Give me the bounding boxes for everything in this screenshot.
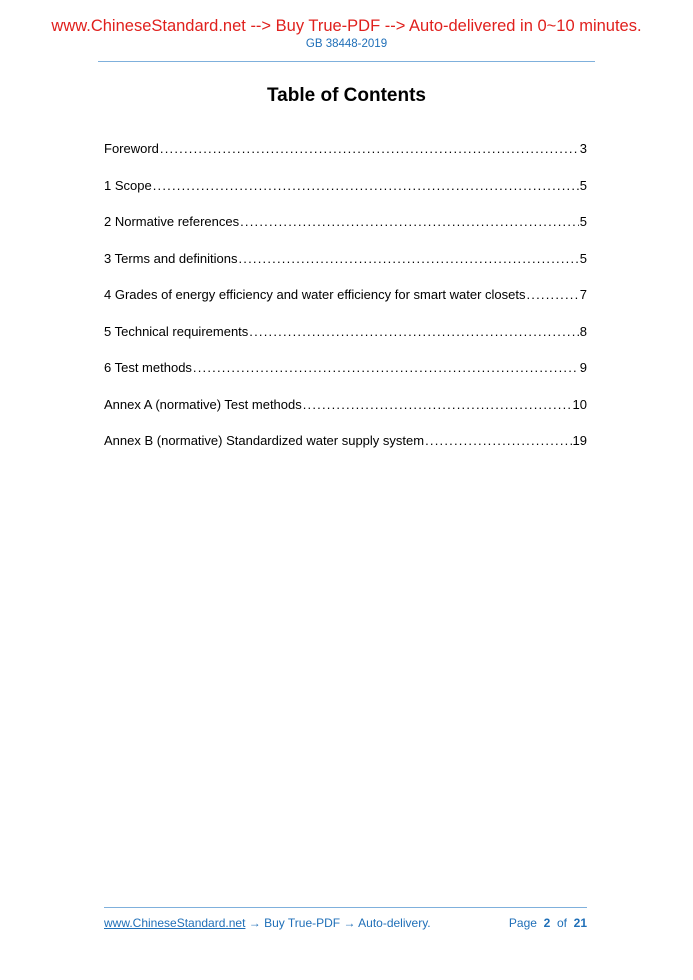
toc-dot-leader — [238, 251, 578, 266]
footer-buy-text: Buy True-PDF — [264, 916, 341, 930]
toc-dot-leader — [153, 178, 579, 193]
toc-entry-label: 2 Normative references — [104, 214, 240, 229]
toc-entry-page: 9 — [579, 360, 587, 375]
toc-entry-page: 5 — [579, 250, 587, 266]
toc-entry-page: 10 — [572, 396, 587, 412]
toc-dot-leader — [240, 214, 579, 229]
toc-dot-leader — [193, 360, 579, 375]
toc-entry-page: 7 — [579, 287, 587, 302]
toc-entry-label: 6 Test methods — [104, 360, 192, 375]
page-word: Page — [508, 916, 537, 930]
toc-entry-technical-requirements[interactable] — [104, 324, 587, 361]
footer-promo — [104, 916, 431, 930]
toc-entry-page: 19 — [572, 433, 587, 448]
toc-entry-grades[interactable] — [104, 287, 587, 324]
arrow-right-icon: → — [343, 916, 356, 930]
footer-divider — [104, 907, 587, 908]
toc-dot-leader — [527, 287, 579, 302]
toc-entry-page: 8 — [579, 323, 587, 339]
toc-entry-foreword[interactable] — [104, 141, 587, 178]
toc-entry-annex-b[interactable] — [104, 433, 587, 470]
toc-entry-test-methods[interactable] — [104, 360, 587, 397]
of-word: of — [556, 916, 567, 930]
toc-entry-scope[interactable] — [104, 178, 587, 215]
toc-dot-leader — [249, 324, 578, 339]
toc-entry-label: Foreword — [104, 141, 159, 156]
toc-dot-leader — [425, 433, 571, 448]
toc-entry-page: 3 — [579, 141, 587, 156]
page-total: 21 — [573, 916, 587, 930]
arrow-right-icon: → — [248, 916, 261, 930]
toc-entry-page: 5 — [579, 177, 587, 193]
top-banner[interactable]: www.ChineseStandard.net --> Buy True-PDF --> Auto-delivered in 0~10 minutes. — [51, 17, 642, 35]
toc-entry-normative-references[interactable] — [104, 214, 587, 251]
toc-entry-label: 3 Terms and definitions — [104, 250, 238, 266]
toc-entry-annex-a[interactable] — [104, 397, 587, 434]
page-footer — [104, 916, 587, 930]
toc-entry-label: Annex B (normative) Standardized water supply system — [104, 433, 425, 448]
toc-dot-leader — [303, 397, 572, 412]
page-indicator — [509, 916, 587, 930]
page-current: 2 — [543, 916, 551, 930]
toc-entry-terms-definitions[interactable] — [104, 251, 587, 288]
header-divider — [98, 61, 595, 62]
toc-entry-label: 1 Scope — [104, 177, 152, 193]
standard-code: GB 38448-2019 — [305, 38, 388, 50]
toc-entry-label: 5 Technical requirements — [104, 323, 249, 339]
toc-title: Table of Contents — [266, 85, 427, 106]
toc-entry-page: 5 — [579, 214, 587, 229]
toc-dot-leader — [160, 141, 579, 156]
footer-site-link[interactable]: www.ChineseStandard.net — [104, 916, 246, 930]
footer-auto-text: Auto-delivery. — [358, 916, 431, 930]
toc-entry-label: 4 Grades of energy efficiency and water efficiency for smart water closets — [104, 287, 526, 302]
toc-entry-label: Annex A (normative) Test methods — [104, 396, 302, 412]
toc-list — [104, 141, 587, 470]
